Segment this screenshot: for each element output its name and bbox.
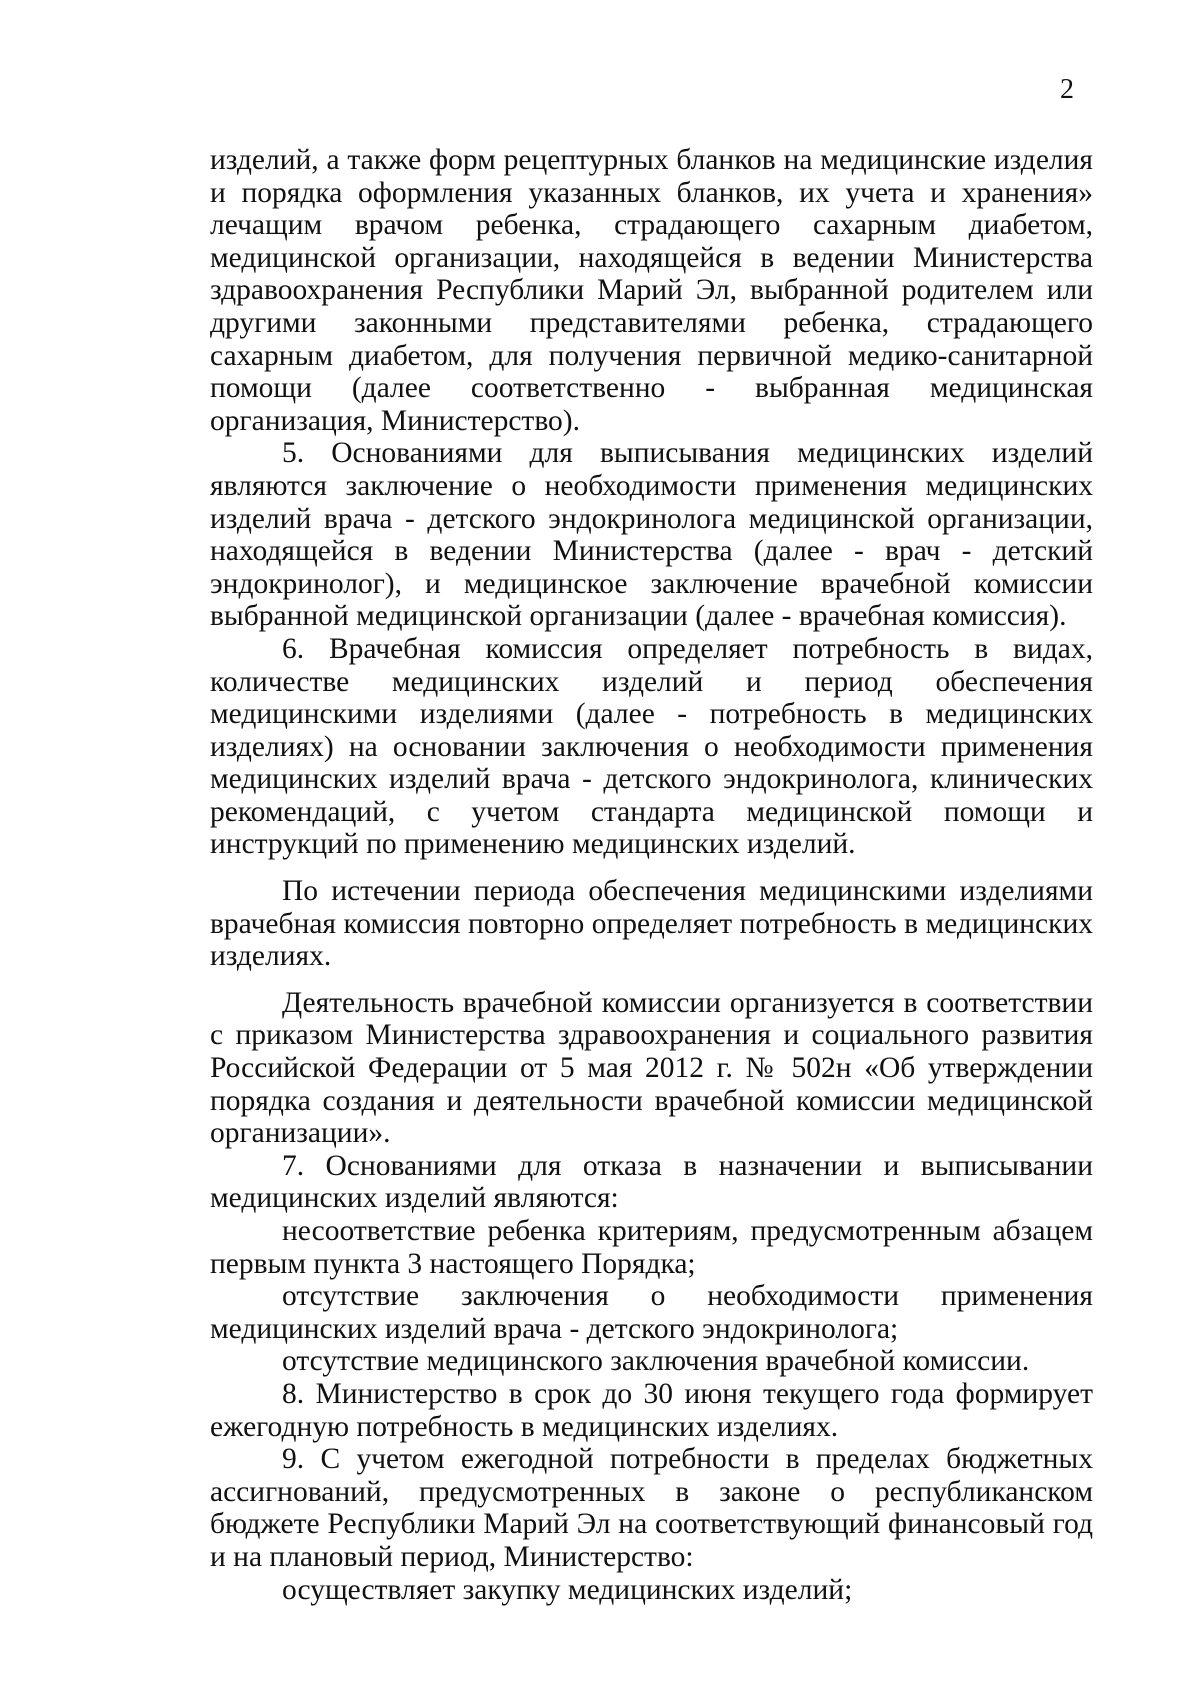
paragraph-procurement: осуществляет закупку медицинских изделий; — [282, 1573, 853, 1606]
paragraph-item-7: 7. Основаниями для отказа в назначении и выписывании медицинских изделий являются: — [210, 1149, 1093, 1215]
paragraph-item-6: 6. Врачебная комиссия определяет потребность в видах, количестве медицинских изделий и период обеспечения медицинскими изделиями (далее - потребность в медицинских изделиях) на основании заключения о необходимости применения медицинских изделий врача - детского эндокринолога, клинических рекомендаций, с учетом стандарта медицинской помощи и инструкций по применению медицинских изделий. — [210, 632, 1093, 861]
paragraph-refusal-reason-2: отсутствие заключения о необходимости применения медицинских изделий врача - детского эндокринолога; — [210, 1280, 1093, 1345]
paragraph-item-9: 9. С учетом ежегодной потребности в пределах бюджетных ассигнований, предусмотренных в законе о республиканском бюджете Республики Марий Эл на соответствующий финансовый год и на плановый период, Министерство: — [210, 1443, 1093, 1573]
paragraph-expiry-period: По истечении периода обеспечения медицинскими изделиями врачебная комиссия повторно определяет потребность в медицинских изделиях. — [210, 875, 1093, 973]
paragraph-item-8: 8. Министерство в срок до 30 июня текущего года формирует ежегодную потребность в медицинских изделиях. — [210, 1377, 1093, 1443]
paragraph-continuation: изделий, а также форм рецептурных бланков на медицинские изделия и порядка оформления указанных бланков, их учета и хранения» лечащим врачом ребенка, страдающего сахарным диабетом, медицинской организации, находящейся в ведении Министерства здравоохранения Республики Марий Эл, выбранной родителем или другими законными представителями ребенка, страдающего сахарным диабетом, для получения первичной медико-санитарной помощи (далее соответственно - выбранная медицинская организация, Министерство). — [210, 144, 1093, 437]
paragraph-item-5: 5. Основаниями для выписывания медицинских изделий являются заключение о необходимости применения медицинских изделий врача - детского эндокринолога медицинской организации, находящейся в ведении Министерства (далее - врач - детский эндокринолог), и медицинское заключение врачебной комиссии выбранной медицинской организации (далее - врачебная комиссия). — [210, 437, 1093, 633]
page-number: 2 — [1060, 74, 1074, 105]
paragraph-refusal-reason-3: отсутствие медицинского заключения врачебной комиссии. — [282, 1345, 1030, 1378]
paragraph-refusal-reason-1: несоответствие ребенка критериям, предусмотренным абзацем первым пункта 3 настоящего Порядка; — [210, 1215, 1093, 1280]
paragraph-commission-activity: Деятельность врачебной комиссии организуется в соответствии с приказом Министерства здравоохранения и социального развития Российской Федерации от 5 мая 2012 г. № 502н «Об утверждении порядка создания и деятельности врачебной комиссии медицинской организации». — [210, 986, 1093, 1150]
document-body — [210, 144, 1093, 1606]
